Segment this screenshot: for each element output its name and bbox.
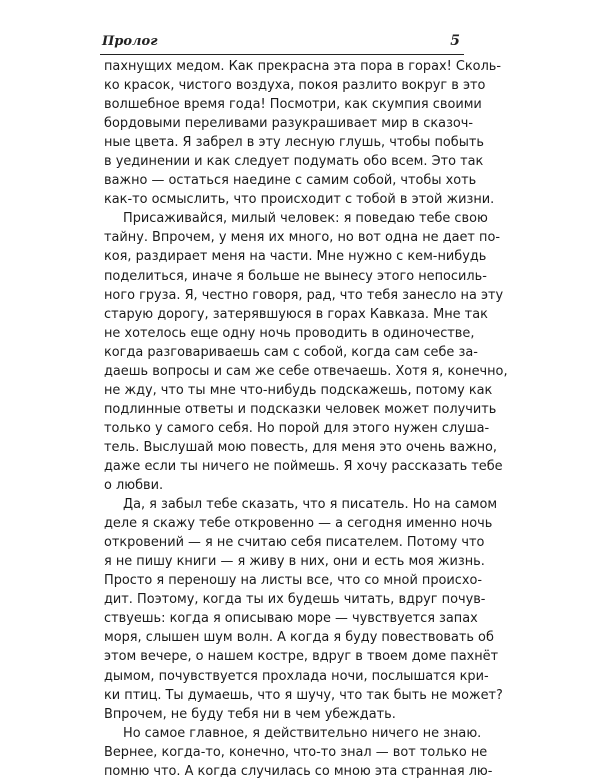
text-line: тайну. Впрочем, у меня их много, но вот одна не дает по- (104, 230, 501, 246)
text-line: Вернее, когда-то, конечно, что-то знал — вот только не (104, 744, 488, 760)
text-line: только у самого себя. Но порой для этого нужен слуша- (104, 420, 490, 436)
text-line: в уединении и как следует подумать обо всем. Это так (104, 154, 484, 170)
text-line: Да, я забыл тебе сказать, что я писатель. Но на самом (123, 497, 498, 513)
text-line: даешь вопросы и сам же себе отвечаешь. Хотя я, конечно, (104, 363, 508, 379)
text-line: Присаживайся, милый человек: я поведаю тебе свою (123, 211, 488, 227)
text-line: откровений — я не считаю себя писателем. Потому что (104, 535, 485, 551)
text-line: ные цвета. Я забрел в эту лесную глушь, чтобы побыть (104, 135, 485, 151)
text-line: бордовыми переливами разукрашивает мир в сказоч- (104, 116, 474, 132)
running-title: Пролог (102, 34, 158, 49)
text-line: ко красок, чистого воздуха, покоя разлито вокруг в это (104, 78, 486, 94)
text-line: не хотелось еще одну ночь проводить в одиночестве, (104, 325, 475, 341)
text-line: ки птиц. Ты думаешь, что я шучу, что так быть не может? (104, 687, 503, 703)
text-line: когда разговариваешь сам с собой, когда сам себе за- (104, 344, 478, 360)
page-number: 5 (450, 33, 460, 49)
text-line: не жду, что ты мне что-нибудь подскажешь, потому как (104, 382, 493, 398)
text-line: моря, слышен шум волн. А когда я буду повествовать об (104, 630, 494, 646)
paragraph (104, 209, 508, 495)
text-line: Просто я переношу на листы все, что со мной происхо- (104, 573, 483, 589)
paragraph (104, 57, 502, 209)
text-line: я не пишу книги — я живу в них, они и есть моя жизнь. (104, 554, 485, 570)
paragraph (104, 724, 493, 781)
text-line: ствуешь: когда я описываю море — чувствуется запах (104, 611, 478, 627)
text-line: даже если ты ничего не поймешь. Я хочу рассказать тебе (104, 458, 503, 474)
text-line: дымом, почувствуется прохлада ночи, послышатся кри- (104, 668, 489, 684)
text-line: Впрочем, не буду тебя ни в чем убеждать. (104, 706, 396, 722)
text-line: дит. Поэтому, когда ты их будешь читать, вдруг почув- (104, 592, 486, 608)
running-header (100, 34, 464, 55)
text-line: как-то осмыслить, что происходит с тобой в этой жизни. (104, 192, 495, 208)
text-line: старую дорогу, затерявшуюся в горах Кавказа. Мне так (104, 306, 488, 322)
text-line: этом вечере, о нашем костре, вдруг в твоем доме пахнёт (104, 649, 499, 665)
body-text (104, 57, 508, 781)
text-line: тель. Выслушай мою повесть, для меня это очень важно, (104, 439, 497, 455)
text-line: коя, раздирает меня на части. Мне нужно с кем-нибудь (104, 249, 487, 265)
text-line: поделиться, иначе я больше не вынесу этого непосиль- (104, 268, 487, 284)
text-line: важно — остаться наедине с самим собой, чтобы хоть (104, 173, 477, 189)
text-line: помню что. А когда случилась со мною эта странная лю- (104, 763, 493, 779)
text-line: ного груза. Я, честно говоря, рад, что тебя занесло на эту (104, 287, 504, 303)
text-line: волшебное время года! Посмотри, как скумпия своими (104, 97, 482, 113)
paragraph (104, 495, 503, 724)
text-line: о любви. (104, 478, 164, 494)
text-line: пахнущих медом. Как прекрасна эта пора в горах! Сколь- (104, 59, 502, 74)
text-line: подлинные ответы и подсказки человек может получить (104, 401, 497, 417)
text-line: Но самое главное, я действительно ничего не знаю. (123, 725, 482, 741)
text-line: деле я скажу тебе откровенно — а сегодня именно ночь (104, 516, 493, 532)
